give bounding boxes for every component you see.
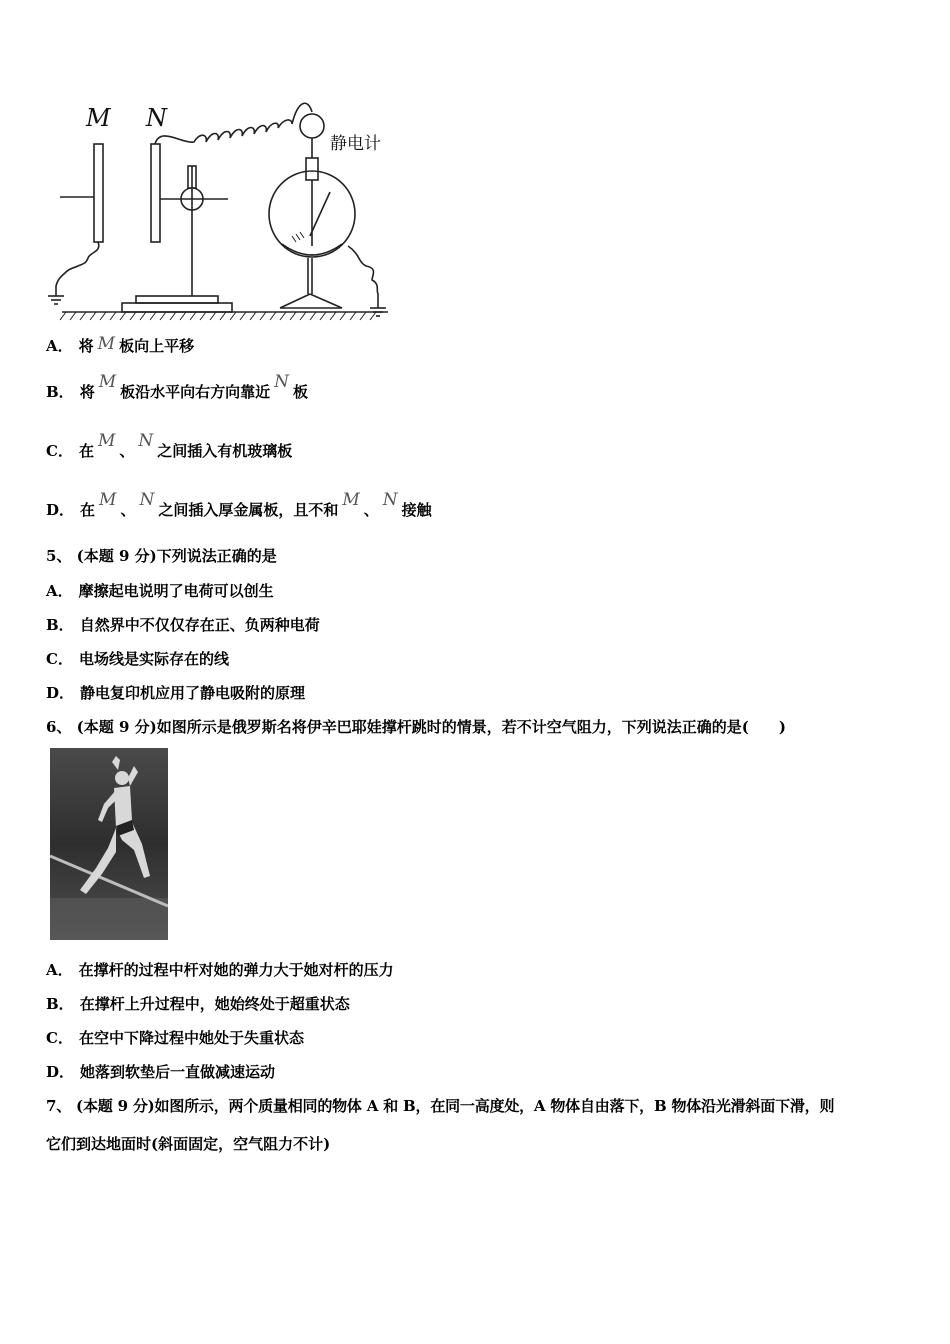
option-label: A． [46, 961, 73, 979]
option-text: 之间插入有机玻璃板 [157, 442, 293, 460]
option-text: 接触 [401, 501, 432, 519]
option-text: 、 [363, 501, 379, 519]
option-text: 、 [119, 442, 135, 460]
option-label: B． [46, 383, 74, 401]
option-label: A． [46, 337, 73, 355]
option-text: 在空中下降过程中她处于失重状态 [78, 1029, 304, 1047]
option-text: 摩擦起电说明了电荷可以创生 [78, 582, 274, 600]
q5-option-d [46, 683, 305, 703]
option-text: 静电复印机应用了静电吸附的原理 [80, 684, 306, 702]
q4-option-d [46, 490, 432, 520]
q4-option-b [46, 372, 309, 402]
q5-stem: 5、 (本题 9 分)下列说法正确的是 [46, 547, 277, 565]
option-label: C． [46, 442, 73, 460]
electrometer-label: 静电计 [330, 134, 381, 154]
variable-n: N [274, 372, 290, 392]
variable-m: M [97, 431, 116, 451]
option-text: 在 [80, 501, 96, 519]
q7-stem-line2: 它们到达地面时(斜面固定，空气阻力不计) [46, 1135, 331, 1153]
option-text: 之间插入厚金属板，且不和 [158, 501, 339, 519]
variable-m: M [98, 372, 117, 392]
plate-m-label: M [86, 104, 111, 132]
option-text: 在 [78, 442, 94, 460]
q6-option-d [46, 1062, 275, 1082]
q5-option-c [46, 649, 229, 669]
option-text: 板向上平移 [119, 337, 195, 355]
q6-option-a [46, 960, 394, 980]
option-label: D． [46, 501, 75, 519]
option-text: 板 [293, 383, 309, 401]
variable-m: M [342, 490, 360, 510]
variable-m: M [99, 490, 117, 510]
option-text: 在撑杆上升过程中，她始终处于超重状态 [79, 995, 350, 1013]
variable-n: N [382, 490, 398, 510]
capacitor-electrometer-diagram [42, 96, 394, 324]
option-label: C． [46, 650, 73, 668]
option-label: B． [46, 616, 74, 634]
option-text: 她落到软垫后一直做减速运动 [80, 1063, 276, 1081]
q4-option-c [46, 431, 293, 461]
option-label: D． [46, 684, 75, 702]
variable-m: M [97, 334, 116, 354]
q4-option-a [46, 336, 194, 356]
option-text: 板沿水平向右方向靠近 [120, 383, 271, 401]
plate-n-label: N [146, 104, 167, 132]
option-text: 在撑杆的过程中杆对她的弹力大于她对杆的压力 [78, 961, 394, 979]
option-text: 将 [78, 337, 94, 355]
variable-n: N [139, 490, 155, 510]
option-text: 自然界中不仅仅存在正、负两种电荷 [79, 616, 320, 634]
q5-option-b [46, 615, 320, 635]
option-label: A． [46, 582, 73, 600]
q7-stem-line1: 7、 (本题 9 分)如图所示，两个质量相同的物体 A 和 B，在同一高度处，A 物体自由落下，B 物体沿光滑斜面下滑，则 [46, 1097, 835, 1115]
pole-vault-photo [50, 748, 168, 940]
option-label: C． [46, 1029, 73, 1047]
variable-n: N [138, 431, 154, 451]
q5-option-a [46, 581, 274, 601]
option-text: 、 [120, 501, 136, 519]
q6-stem: 6、 (本题 9 分)如图所示是俄罗斯名将伊辛巴耶娃撑杆跳时的情景，若不计空气阻力，下列说法正确的是( ) [46, 718, 786, 736]
q6-option-b [46, 994, 350, 1014]
option-text: 将 [79, 383, 95, 401]
option-label: B． [46, 995, 74, 1013]
q6-option-c [46, 1028, 304, 1048]
option-text: 电场线是实际存在的线 [78, 650, 229, 668]
option-label: D． [46, 1063, 75, 1081]
